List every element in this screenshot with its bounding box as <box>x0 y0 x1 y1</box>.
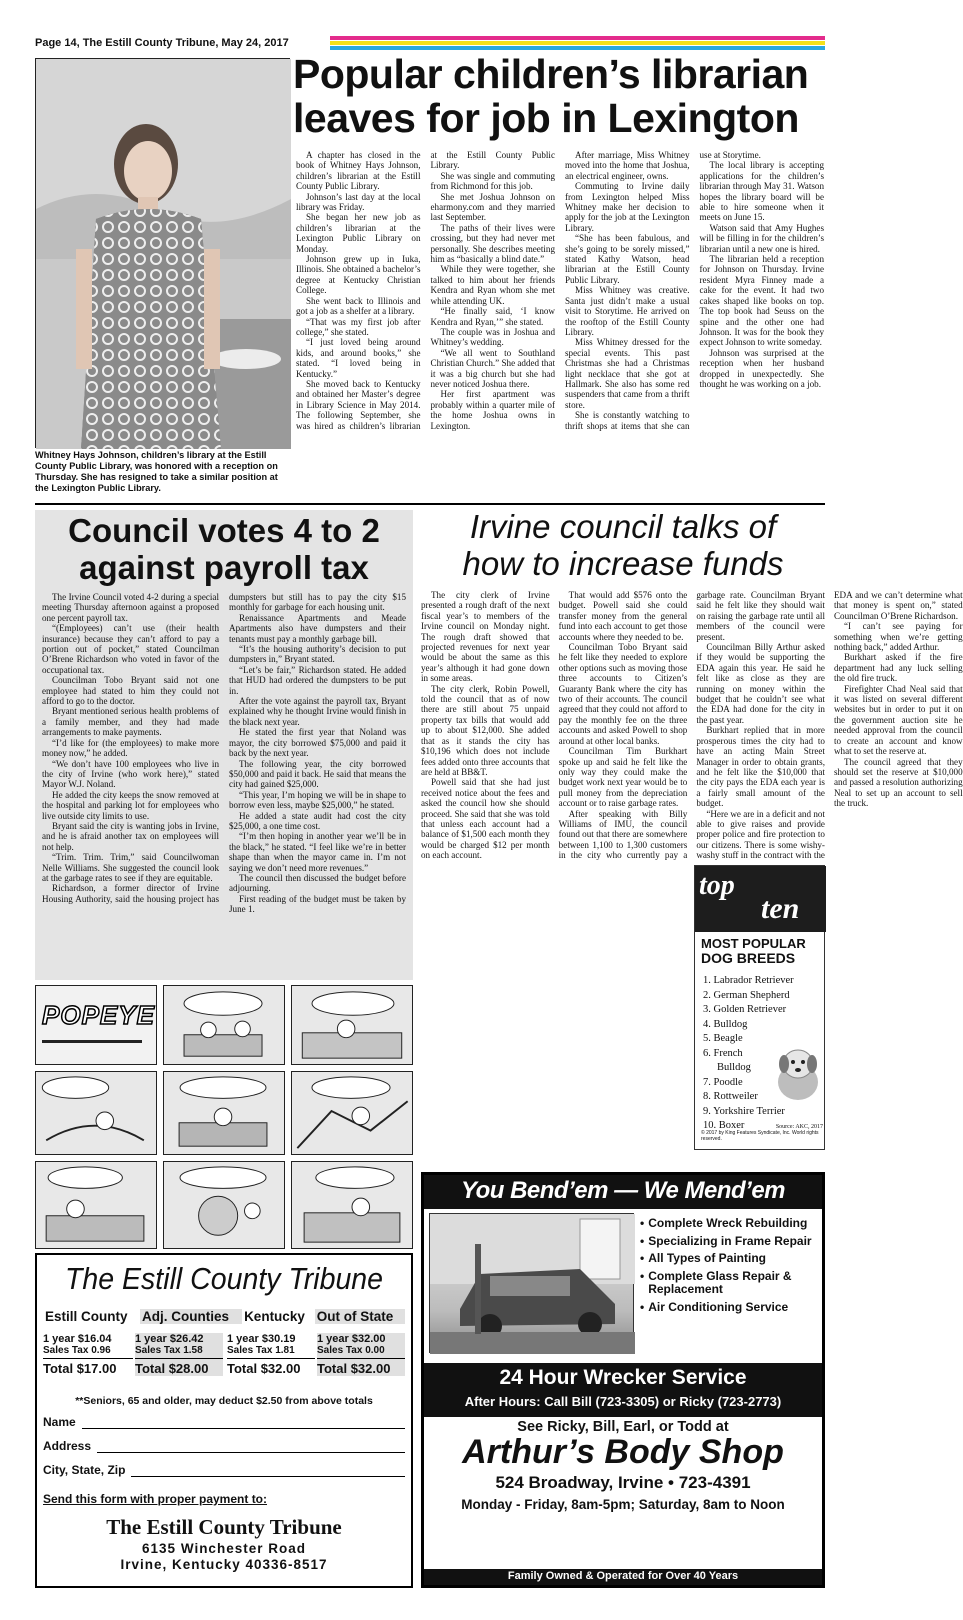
list-item <box>640 1252 820 1266</box>
story3-headline-line2: how to increase funds <box>462 545 784 582</box>
list-item: 5. Beagle <box>703 1033 743 1044</box>
bullet-icon: • <box>640 1251 645 1265</box>
see-line: See Ricky, Bill, Earl, or Todd at <box>517 1419 729 1435</box>
comic-drawing-icon <box>36 1162 156 1248</box>
ad-services-list <box>640 1217 820 1314</box>
comic-title: POPEYE <box>42 1000 155 1030</box>
story3-paragraph: Burkhart replied that in more prosperous times the city had to have an acting Main Street Manager in order to obtain grants, and he felt like the $10,000 that the city pays the EDA each year is a fairly small amount of the budget. <box>696 725 825 809</box>
story3-paragraph: “Here we are in a deficit and not able to give raises and provide proper police and fire protection to our citizens. There is some wishy-washy stuff in the contract with the EDA and we can’t determine what that money is spent on,” stated Councilman O’Brene Richardson. <box>696 590 963 861</box>
list-item: 6. French <box>703 1047 743 1059</box>
story3-paragraph: The city clerk of Irvine presented a rough draft of the next fiscal year’s to members of the Irvine council on Monday night. The rough draft showed that projected revenues for next year would be about the same as this year’s although it had gone down in some areas. <box>421 590 550 684</box>
list-item: 7. Poodle <box>703 1076 743 1088</box>
list-item <box>640 1270 820 1297</box>
story1-paragraph: Miss Whitney was creative. Santa just didn’t make a usual visit to Storytime. He arrived on the rooftop of the Estill County Library. <box>565 285 690 337</box>
form-field-label: Address <box>43 1439 92 1453</box>
comic-drawing-icon <box>292 1072 412 1154</box>
story1-paragraph: While they were together, she talked to him about her friends Kendra and Ryan whom she met while attending UK. <box>430 264 555 306</box>
story3-paragraph: The council agreed that they should set the reserve at $10,000 and passed a resolution authorizing Neal to set up an account to sell the truck. <box>833 756 963 809</box>
shop-address: 524 Broadway, Irvine • 723-4391 <box>495 1473 751 1492</box>
story2-body <box>42 592 406 975</box>
subscription-title: The Estill County Tribune <box>64 1261 384 1296</box>
story2-paragraph: “We don’t have 100 employees who live in the city of Irvine (who work here),” stated Mayor W.J. Noland. <box>42 758 219 790</box>
list-item-label: Complete Wreck Rebuilding <box>648 1216 808 1230</box>
story2-paragraph: The Irvine Council voted 4-2 during a special meeting Thursday afternoon against a proposed one percent payroll tax. <box>42 592 219 623</box>
top-ten-logo-top: top <box>699 870 735 901</box>
list-item: 8. Rottweiler <box>703 1091 758 1102</box>
top-ten-title <box>701 936 823 966</box>
story2-paragraph: “(Employees) can’t use (their health insurance) because they can’t afford to pay a portion out of pocket,” stated Councilman O’Brene Richardson who voted in favor of the occupational tax. <box>42 623 219 675</box>
story1-paragraph: She is constantly watching to thrift shops at items that she can use at Storytime. <box>565 150 761 431</box>
story1-paragraph: She met Joshua Johnson on eharmony.com and they married last September. <box>430 191 555 223</box>
story3-headline <box>418 508 828 582</box>
car-on-frame-icon <box>430 1214 635 1354</box>
send-instruction: Send this form with proper payment to: <box>43 1492 268 1506</box>
story1-paragraph: She was single and commuting from Richmond for this job. <box>430 170 555 192</box>
story3-paragraph: That would add $576 onto the budget. Powell said she could transfer money from the general fund into each account to get those accounts where they needed to be. <box>558 590 688 642</box>
story1-paragraph: Watson said that Amy Hughes will be filling in for the children’s librarian until a new one is hired. <box>699 222 824 254</box>
mailing-address-line1: 6135 Winchester Road <box>142 1541 306 1556</box>
story3-paragraph: After speaking with Billy Williams of IMU, the council found out that there are somewhere between 1,100 to 1,300 customers in the city who currently pay a garbage rate. Councilman Bryant said he felt like they should wait on raising the garbage rate until all members of the council were present. <box>558 590 825 861</box>
list-item: 2. German Shepherd <box>703 989 790 1001</box>
bullet-icon: • <box>640 1233 645 1248</box>
rate-year-row: 1 year $16.04 <box>43 1333 112 1345</box>
bullet-icon: • <box>640 1299 645 1314</box>
list-item-label: 10. Boxer <box>703 1120 745 1131</box>
list-item-label: Air Conditioning Service <box>648 1299 789 1314</box>
comic-drawing-icon <box>36 1072 156 1154</box>
bullet-icon: • <box>640 1216 645 1230</box>
story1-paragraph: She began her new job as children’s librarian at the Lexington Public Library on Monday. <box>296 212 421 254</box>
story3-body-upper <box>421 590 963 862</box>
form-field-address[interactable] <box>43 1439 405 1453</box>
story1-paragraph: Miss Whitney dressed for the special events. This past Christmas she had a Christmas light necklace that she got at Hallmark. She also has some red suspenders that came from a thrift store. <box>565 337 690 410</box>
story3-paragraph: Burkhart asked if the fire department had any luck selling the old fire truck. <box>833 652 963 684</box>
rate-column-header: Kentucky <box>244 1309 305 1324</box>
list-item: Bulldog <box>717 1062 751 1073</box>
form-field-name[interactable] <box>43 1415 405 1429</box>
story1-paragraph: Johnson grew up in Iuka, Illinois. She obtained a bachelor’s degree at Kentucky Christian College. <box>296 254 421 296</box>
comic-panel <box>291 985 413 1065</box>
form-field-line[interactable] <box>82 1415 405 1429</box>
mailing-address-line2: Irvine, Kentucky 40336-8517 <box>120 1557 328 1572</box>
story1-paragraph: The local library is accepting applications for the children’s librarian through May 31. Watson hopes the library board will be able to hire someone when it meets on June 15. <box>699 160 824 223</box>
story2-headline-line2: against payroll tax <box>79 549 369 586</box>
story1-paragraph: “I just loved being around kids, and around books,” she stated. “I loved being in Kentucky.” <box>296 337 421 379</box>
story1-headline-line2: leaves for job in Lexington <box>293 95 799 141</box>
story2-paragraph: Renaissance Apartments and Meade Apartments also have dumpsters and their tenants must pay a monthly garbage bill. <box>229 612 406 644</box>
top-ten-logo <box>695 866 826 932</box>
rate-column <box>43 1333 133 1376</box>
story3-paragraph: “I can’t see paying for something when we’re getting nothing back,” added Arthur. <box>833 621 963 653</box>
rate-column <box>317 1333 405 1376</box>
story2-paragraph: Councilman Tobo Bryant said not one employee had stated to him they could not afford to go to the doctor. <box>42 675 219 707</box>
story2-paragraph: The following year, the city borrowed $50,000 and paid it back. He said that means the city had gained $25,000. <box>229 758 406 790</box>
librarian-photo-caption: Whitney Hays Johnson, children’s library at the Estill County Public Library, was honored with a reception on Thursday. She has resigned to take a similar position at the Lexington Public Library. <box>35 450 278 493</box>
rate-total: Total $28.00 <box>135 1358 223 1376</box>
rate-tax-row: Sales Tax 1.81 <box>227 1345 295 1356</box>
librarian-photo-illustration <box>36 59 291 449</box>
story2-paragraph: “Trim. Trim. Trim,” said Councilwoman Nelle Williams. She suggested the council look at the garbage rates to see if they are equitable. <box>42 852 219 883</box>
header-bar-yellow <box>330 41 825 45</box>
form-field-label: Name <box>43 1415 76 1429</box>
rate-tax-row: Sales Tax 1.58 <box>135 1345 203 1356</box>
list-item <box>640 1301 820 1315</box>
story1-paragraph: Johnson was surprised at the reception when her husband dropped in unexpectedly. She thought he was working on a job. <box>699 347 824 389</box>
comic-panel <box>163 985 285 1065</box>
comic-panel <box>163 1161 285 1249</box>
rate-tax-row: Sales Tax 0.96 <box>43 1345 111 1356</box>
comic-drawing-icon <box>292 1162 412 1248</box>
story2-paragraph: “It’s the housing authority’s decision to put dumpsters in,” Bryant stated. <box>229 644 406 665</box>
list-item <box>640 1235 820 1249</box>
list-item: 3. Golden Retriever <box>703 1004 787 1015</box>
rate-column-header: Adj. Counties <box>140 1309 242 1324</box>
story3-paragraph: Councilman Tobo Bryant said he felt like they needed to explore other options such as moving those three accounts to Citizen’s Guaranty Bank where the city has two of their accounts. The council agreed that they could not afford to pay the monthly fee on the three accounts and asked Powell to shop around at other local banks. <box>558 642 688 746</box>
comic-panel <box>291 1071 413 1155</box>
rate-column-header: Out of State <box>315 1309 405 1324</box>
body-shop-ad <box>421 1172 825 1588</box>
story2-paragraph: The council then discussed the budget before adjourning. <box>229 872 406 894</box>
form-field-label: City, State, Zip <box>43 1463 126 1477</box>
subscription-form <box>35 1253 413 1588</box>
story2-paragraph: First reading of the budget must be taken by June 1. <box>229 893 406 915</box>
story3-paragraph: Firefighter Chad Neal said that it was listed on several different websites but in order to put it on the government auction site he needed approval from the council to create an account and know what to set the reserve at. <box>833 683 963 757</box>
story1-paragraph: After marriage, Miss Whitney moved into the home that Joshua, an electrical engineer, owns. <box>565 150 690 181</box>
list-item-label: Specializing in Frame Repair <box>648 1233 812 1248</box>
comic-panel <box>163 1071 285 1155</box>
ad-car-photo <box>429 1213 634 1353</box>
list-item: 4. Bulldog <box>703 1018 748 1030</box>
after-hours: After Hours: Call Bill (723-3305) or Ricky (723-2773) <box>464 1394 782 1409</box>
story1-paragraph: “She has been fabulous, and she’s going to be sorely missed,” stated Kathy Watson, head librarian at the Estill County Public Library. <box>565 233 690 285</box>
top-ten-box <box>694 865 825 1150</box>
list-item: 1. Labrador Retriever <box>703 975 794 986</box>
story2-paragraph: “Let’s be fair,” Richardson stated. He added that HUD had ordered the dumpsters to be put in. <box>229 664 406 696</box>
comic-drawing-icon <box>164 1072 284 1154</box>
story2-paragraph: He added a state audit had cost the city $25,000, a one time cost. <box>229 810 406 831</box>
rate-year-row: 1 year $32.00 <box>317 1333 386 1345</box>
top-ten-copyright: © 2017 by King Features Syndicate, Inc. World rights reserved. <box>701 1130 819 1142</box>
section-divider <box>35 503 825 505</box>
top-ten-title-line1: MOST POPULAR <box>701 936 806 951</box>
story1-paragraph: Her first apartment was probably within a quarter mile of the home Joshua owns in Lexington. <box>430 389 555 431</box>
puppy-icon <box>773 1042 823 1102</box>
comic-drawing-icon <box>292 986 412 1064</box>
story1-paragraph: A chapter has closed in the book of Whitney Hays Johnson, children’s librarian at the Estill County Public Library. <box>296 150 421 192</box>
story1-headline <box>293 52 833 140</box>
story3-paragraph: The city clerk, Robin Powell, told the council that as of now there are still about 75 unpaid property tax bills that would add up to about $12,000. She added that as it stands the city has $10,196 which does not include fees added onto three accounts that are held at BB&T. <box>421 683 550 777</box>
header-color-bars <box>330 36 825 50</box>
rate-total: Total $32.00 <box>317 1358 405 1376</box>
list-item-label: Complete Glass Repair & Replacement <box>648 1268 792 1296</box>
top-ten-logo-bottom: ten <box>761 892 800 925</box>
bullet-icon: • <box>640 1268 645 1283</box>
story1-paragraph: The librarian held a reception for Johnson on Thursday. Irvine resident Myra Finney made a cake for the event. It had two cakes shaped like books on top. The top book had Seuss on the spine and the other one had Johnson. It was for the book they expect Johnson to write someday. <box>699 254 824 348</box>
story1-paragraph: The couple was in Joshua and Whitney’s wedding. <box>430 326 555 348</box>
header-bar-pink <box>330 36 825 40</box>
form-field-line[interactable] <box>131 1463 405 1477</box>
comic-panel <box>35 985 157 1065</box>
page-folio: Page 14, The Estill County Tribune, May 24, 2017 <box>35 37 289 49</box>
story2-paragraph: Richardson, a former director of Irvine Housing Authority, said the housing project has dumpsters but still has to pay the city $15 monthly for garbage for each housing unit. <box>42 592 406 904</box>
story2-paragraph: “This year, I’m hoping we will be in shape to borrow even less, maybe $25,000,” he stated. <box>229 789 406 811</box>
comic-panel <box>291 1161 413 1249</box>
top-ten-source: Source: AKC, 2017 <box>775 1124 823 1130</box>
shop-hours: Monday - Friday, 8am-5pm; Saturday, 8am to Noon <box>461 1497 785 1512</box>
rate-year-row: 1 year $30.19 <box>227 1333 296 1345</box>
top-ten-title-line2: DOG BREEDS <box>701 950 796 966</box>
comic-panel <box>35 1071 157 1155</box>
rate-year-row: 1 year $26.42 <box>135 1333 204 1345</box>
story3-paragraph: Councilman Tim Burkhart spoke up and said he felt like the only way they could make the budget work next year would be to pull money from the depreciation account or to raise garbage rates. <box>558 746 688 809</box>
story1-paragraph: “He finally said, ‘I know Kendra and Ryan,’” she stated. <box>430 306 555 327</box>
mailing-title: The Estill County Tribune <box>106 1515 342 1539</box>
story1-paragraph: She went back to Illinois and got a job as a shelfer at a library. <box>296 295 421 317</box>
story2-paragraph: “I’d like for (the employees) to make more money now,” he added. <box>42 737 219 759</box>
comic-drawing-icon <box>164 986 284 1064</box>
rate-total: Total $17.00 <box>43 1358 133 1376</box>
story2-paragraph: Bryant mentioned serious health problems of a family member, and they had made arrangements to make payments. <box>42 706 219 738</box>
list-item-label: All Types of Painting <box>648 1251 766 1265</box>
story3-headline-line1: Irvine council talks of <box>469 508 777 545</box>
story2-paragraph: After the vote against the payroll tax, Bryant explained why he thought Irvine would finish in the black next year. <box>229 696 406 727</box>
comic-drawing-icon <box>164 1162 284 1248</box>
subscription-rates <box>43 1309 405 1324</box>
form-field-city[interactable] <box>43 1463 405 1477</box>
rate-total: Total $32.00 <box>227 1358 315 1376</box>
story1-paragraph: The paths of their lives were crossing, but they had never met personally. She describes meeting him as “basically a blind date.” <box>430 222 555 265</box>
story1-paragraph: She moved back to Kentucky and obtained her Master’s degree in Library Science in May 2014. The following September, she was hired as children’s librarian at the Estill County Public Library. <box>296 150 555 431</box>
story2-headline <box>35 512 413 586</box>
list-item <box>640 1217 820 1231</box>
story2-paragraph: He stated the first year that Noland was mayor, the city borrowed $75,000 and paid it back by the next year. <box>229 727 406 759</box>
story2-headline-line1: Council votes 4 to 2 <box>68 512 380 549</box>
rate-column <box>227 1333 315 1376</box>
rate-column-header: Estill County <box>45 1309 128 1324</box>
story2-paragraph: He added the city keeps the snow removed at the hospital and parking lot for employees who live outside city limits to use. <box>42 789 219 821</box>
comic-panel <box>35 1161 157 1249</box>
seniors-note: **Seniors, 65 and older, may deduct $2.50 from above totals <box>75 1395 373 1407</box>
story1-paragraph: Commuting to Irvine daily from Lexington helped Miss Whitney make her decision to apply for the job at the Lexington Library. <box>565 181 690 233</box>
popeye-comic <box>35 985 413 1250</box>
comic-title-underline-icon <box>42 1040 142 1043</box>
story2-paragraph: Bryant said the city is wanting jobs in Irvine, and he is afraid another tax on employees will not help. <box>42 820 219 852</box>
list-item: 9. Yorkshire Terrier <box>703 1105 785 1117</box>
story1-headline-line1: Popular children’s librarian <box>293 51 809 97</box>
librarian-photo <box>35 58 290 448</box>
ad-footer: Family Owned & Operated for Over 40 Years <box>507 1570 739 1582</box>
story2-paragraph: “I’m then hoping in another year we’ll be in the black,” he stated. “I feel like we’re in better shape than when the mayor came in. I’m not saying we don’t need more revenues.” <box>229 831 406 873</box>
story3-paragraph: Councilman Billy Arthur asked if they would be supporting the EDA again this year. He said he felt like as close as they are running on money within the budget that he couldn’t see what the EDA had done for the city in the past year. <box>696 642 825 725</box>
story1-paragraph: “That was my first job after college,” she stated. <box>296 316 421 337</box>
rate-column <box>135 1333 223 1376</box>
rate-tax-row: Sales Tax 0.00 <box>317 1345 385 1356</box>
form-field-line[interactable] <box>97 1439 405 1453</box>
wrecker-service: 24 Hour Wrecker Service <box>499 1366 747 1389</box>
shop-name: Arthur’s Body Shop <box>462 1433 784 1471</box>
story1-paragraph: Johnson’s last day at the local library was Friday. <box>296 191 421 213</box>
story1-paragraph: “We all went to Southland Christian Church.” She added that it was a big church but she had never noticed Joshua there. <box>430 347 556 389</box>
story3-paragraph: Powell said that she had just received notice about the fees and asked the council how she should proceed. She said that she was told that unless each account had a balance of $1,500 each month they would be charged $12 per month on each account. <box>421 777 550 861</box>
ad-headline: You Bend’em — We Mend’em <box>460 1177 786 1204</box>
story1-body <box>296 150 824 498</box>
header-bar-blue <box>330 46 825 50</box>
